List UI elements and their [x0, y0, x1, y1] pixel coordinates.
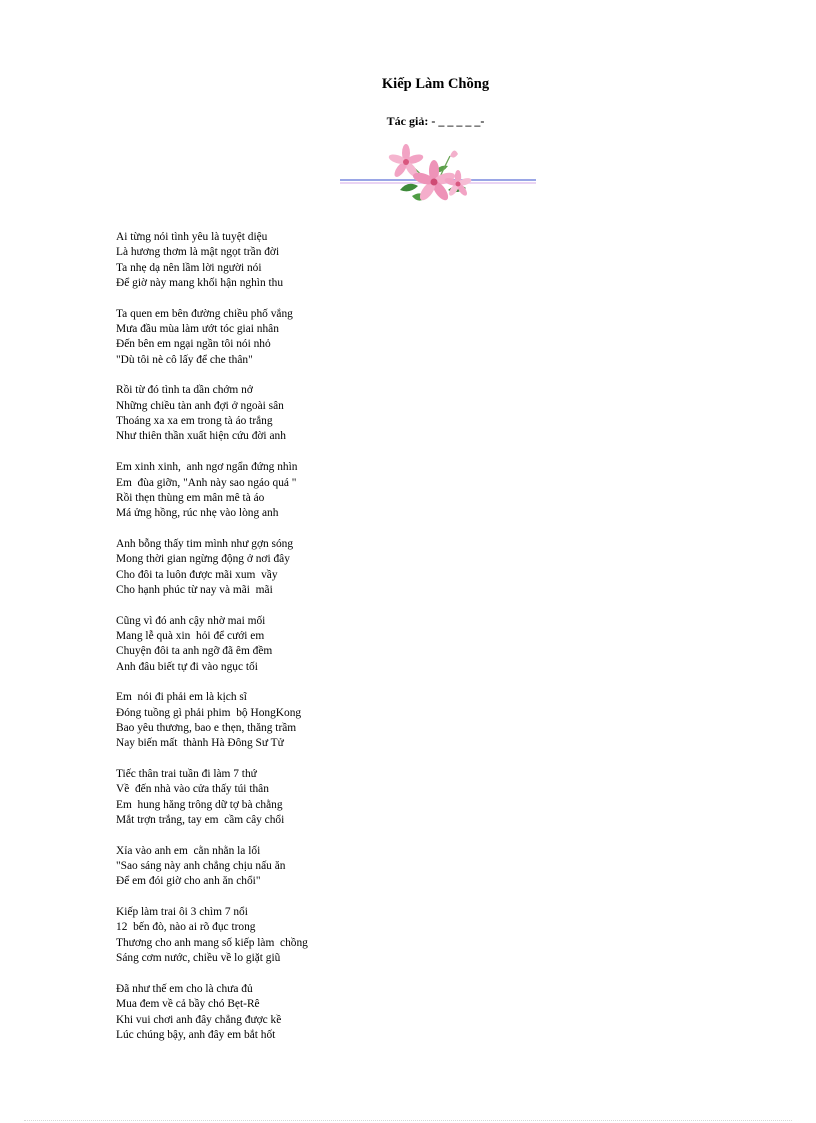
poem-title: Kiếp Làm Chồng	[381, 76, 490, 92]
stanza	[116, 905, 308, 966]
poem-line: 12 bến đò, nào ai rõ đục trong	[116, 921, 256, 934]
poem-line: Cho hạnh phúc từ nay và mãi mãi	[116, 583, 273, 596]
poem-line: Khi vui chơi anh đây chẳng được kề	[116, 1013, 282, 1026]
poem-line: Bao yêu thương, bao e thẹn, thăng trầm	[116, 722, 297, 734]
poem-line: Đóng tuồng gì phải phim bộ HongKong	[116, 706, 302, 719]
poem-line: Mang lễ quà xin hỏi để cưới em	[116, 629, 265, 642]
poem-line: Nay biến mất thành Hà Đông Sư Tử	[116, 737, 284, 750]
poem-line: "Sao sáng này anh chẳng chịu nấu ăn	[116, 860, 286, 873]
stanza	[116, 767, 308, 828]
poem-line: Em hung hăng trông dữ tợ bà chằng	[116, 798, 283, 811]
poem-line: Đến bên em ngại ngần tôi nói nhỏ	[116, 338, 271, 351]
poem-line: Đã như thế em cho là chưa đủ	[116, 982, 253, 995]
stanza	[116, 307, 308, 368]
poem-line: Là hương thơm là mật ngọt trần đời	[116, 246, 280, 259]
poem-line: Mưa đầu mùa làm ướt tóc giai nhân	[116, 323, 279, 336]
flower-divider-icon	[338, 142, 538, 208]
page-bottom-divider	[24, 1120, 792, 1121]
poem-line: Sáng cơm nước, chiều về lo giặt giũ	[116, 952, 281, 965]
poem-line: Anh đâu biết tự đi vào ngục tối	[116, 660, 258, 673]
poem-line: Lúc chúng bậy, anh đây em bắt hốt	[116, 1028, 276, 1041]
stanza	[116, 230, 308, 291]
stanza	[116, 383, 308, 444]
poem-line: Để em đói giờ cho anh ăn chổi"	[116, 875, 261, 888]
poem-line: Chuyện đôi ta anh ngỡ đã êm đềm	[116, 645, 273, 658]
poem-line: Cũng vì đó anh cậy nhờ mai mối	[116, 614, 266, 627]
poem-line: Thoáng xa xa em trong tà áo trắng	[116, 415, 273, 428]
author-line: Tác giả: - _ _ _ _ _-	[386, 114, 485, 128]
poem-line: Về đến nhà vào cửa thấy túi thân	[116, 783, 269, 796]
poem-line: Cho đôi ta luôn được mãi xum vầy	[116, 568, 278, 581]
poem-line: "Dù tôi nè cô lấy để che thân"	[116, 353, 253, 366]
poem-line: Như thiên thần xuất hiện cứu đời anh	[116, 430, 286, 443]
poem-line: Mắt trợn trắng, tay em cầm cây chổi	[116, 814, 285, 827]
poem-line: Rồi từ đó tình ta dần chớm nở	[116, 384, 253, 397]
poem-line: Em nói đi phải em là kịch sĩ	[116, 691, 247, 704]
poem-line: Để giờ này mang khối hận nghìn thu	[116, 277, 284, 290]
poem-line: Em đùa giỡn, "Anh này sao ngáo quá "	[116, 476, 297, 489]
stanza	[116, 460, 308, 521]
poem-line: Rồi thẹn thùng em mân mê tà áo	[116, 491, 265, 504]
stanza	[116, 537, 308, 598]
stanza	[116, 614, 308, 675]
poem-line: Ta nhẹ dạ nên lầm lời người nói	[116, 261, 262, 274]
poem-line: Tiếc thân trai tuần đi làm 7 thứ	[116, 768, 257, 781]
poem-line: Thương cho anh mang số kiếp làm chồng	[116, 936, 308, 949]
stanza	[116, 844, 308, 890]
poem-line: Ta quen em bên đường chiều phố vắng	[116, 307, 293, 320]
poem-line: Mong thời gian ngừng động ở nơi đây	[116, 553, 290, 566]
stanza	[116, 982, 308, 1043]
poem-line: Mua đem về cả bầy chó Bẹt-Rê	[116, 998, 260, 1011]
poem-line: Má ửng hồng, rúc nhẹ vào lòng anh	[116, 507, 279, 520]
poem-line: Ai từng nói tình yêu là tuyệt diệu	[116, 231, 268, 243]
poem-line: Em xinh xinh, anh ngơ ngẩn đứng nhìn	[116, 461, 298, 474]
poem-line: Xỉa vào anh em cằn nhằn la lối	[116, 844, 261, 857]
stanza	[116, 690, 308, 751]
poem-line: Những chiều tàn anh đợi ở ngoài sân	[116, 399, 284, 412]
poem-body	[116, 230, 308, 1059]
poem-line: Anh bỗng thấy tim mình như gợn sóng	[116, 537, 294, 550]
poem-line: Kiếp làm trai ôi 3 chìm 7 nổi	[116, 906, 248, 919]
